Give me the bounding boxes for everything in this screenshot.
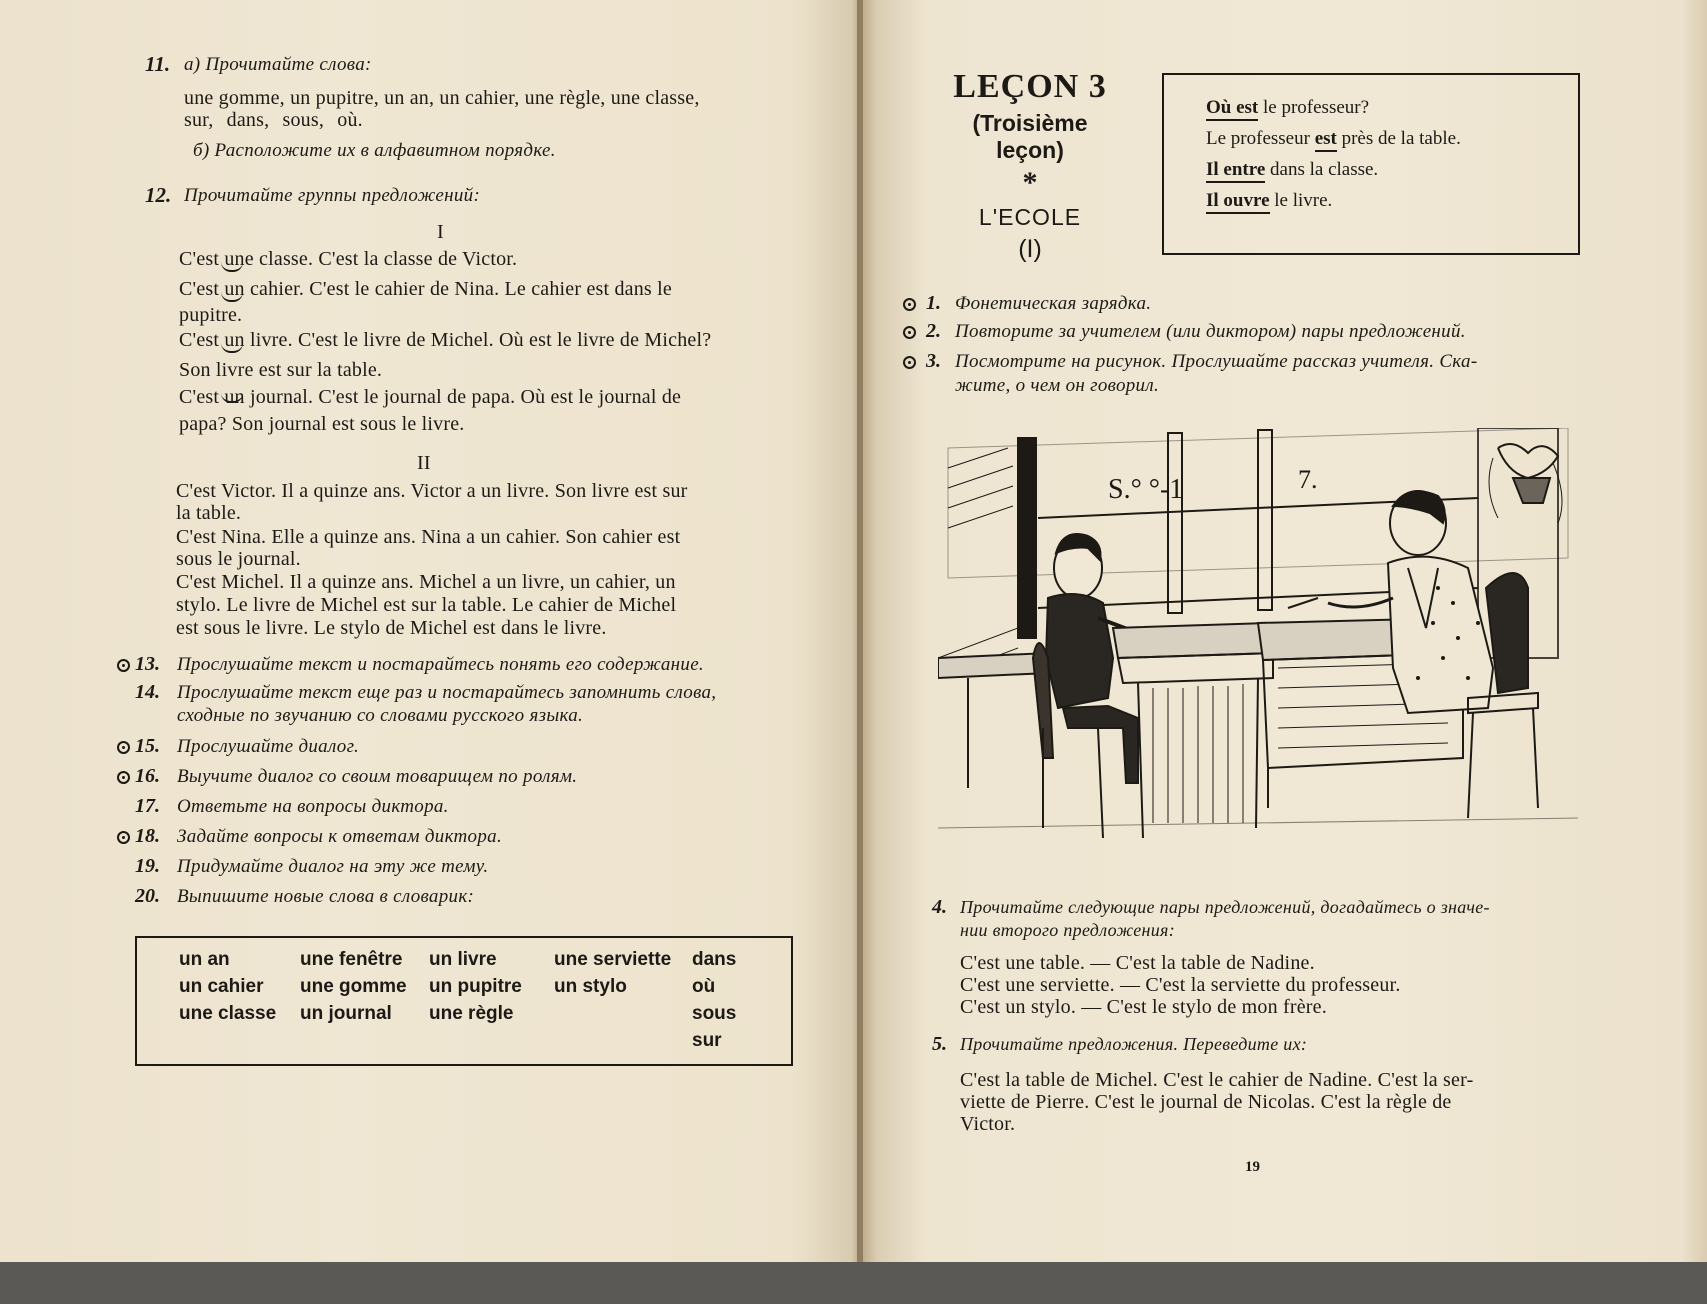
sentence-line: viette de Pierre. C'est le journal de Nicolas. C'est la règle de xyxy=(960,1091,1452,1113)
svg-text:S.° °-1: S.° °-1 xyxy=(1108,474,1184,505)
vocab-word: un an xyxy=(179,949,230,970)
grammar-highlight: Où est xyxy=(1206,97,1258,121)
sentence-line: C'est un cahier. C'est le cahier de Nina. Le cahier est dans le xyxy=(179,278,672,300)
vocab-word: un stylo xyxy=(554,976,627,997)
sentence-line: Victor. xyxy=(960,1113,1016,1135)
vocab-column xyxy=(554,946,671,1000)
sentence-line: C'est un journal. C'est le journal de papa. Où est le journal de xyxy=(179,386,682,408)
grammar-line xyxy=(1206,128,1461,150)
classroom-illustration xyxy=(938,428,1578,848)
exercise-instruction: Прочитайте предложения. Переведите их: xyxy=(960,1034,1308,1054)
sentence-line: stylo. Le livre de Michel est sur la table. Le cahier de Michel xyxy=(176,594,677,616)
lesson-title: LEÇON 3 xyxy=(953,68,1107,105)
lesson-part: (I) xyxy=(1018,235,1042,263)
grammar-line xyxy=(1206,159,1378,181)
vocab-column xyxy=(429,946,522,1027)
vocab-word: une règle xyxy=(429,1003,514,1024)
scanner-bottom-bar xyxy=(0,1262,1707,1304)
exercise-instruction: Придумайте диалог на эту же тему. xyxy=(177,856,489,877)
vocab-word: un cahier xyxy=(179,976,264,997)
sentence-line: papa? Son journal est sous le livre. xyxy=(179,413,465,435)
exercise-instruction: Прочитайте следующие пары предложений, догадайтесь о значе- xyxy=(960,897,1490,917)
exercise-number: 2. xyxy=(926,320,941,342)
exercise-number: 11. xyxy=(145,52,171,76)
grammar-highlight: Il entre xyxy=(1206,159,1265,183)
exercise-number: 17. xyxy=(135,795,160,817)
exercise-instruction: Задайте вопросы к ответам диктора. xyxy=(177,826,503,847)
sentence-line: C'est une table. — C'est la table de Nadine. xyxy=(960,952,1315,974)
vocab-word: sur xyxy=(692,1030,722,1051)
exercise-instruction: Прослушайте текст еще раз и постарайтесь запомнить слова, xyxy=(177,682,717,703)
vocab-column xyxy=(692,946,736,1054)
grammar-text: le livre. xyxy=(1269,190,1333,211)
audio-icon xyxy=(117,771,130,784)
exercise-instruction: сходные по звучанию со словами русского языка. xyxy=(177,705,584,726)
grammar-text: près de la table. xyxy=(1336,128,1461,149)
exercise-instruction: Выучите диалог со своим товарищем по ролям. xyxy=(177,766,578,787)
vocab-word: un journal xyxy=(300,1003,392,1024)
sentence-line: C'est la table de Michel. C'est le cahier de Nadine. C'est la ser- xyxy=(960,1069,1474,1091)
vocab-column xyxy=(300,946,407,1027)
grammar-highlight: est xyxy=(1315,128,1337,152)
exercise-number: 18. xyxy=(135,825,160,847)
exercise-instruction: Повторите за учителем (или диктором) пары предложений. xyxy=(955,321,1466,342)
page-number: 19 xyxy=(1245,1159,1260,1175)
vocab-word: une classe xyxy=(179,1003,277,1024)
sentence-line: C'est Victor. Il a quinze ans. Victor a un livre. Son livre est sur xyxy=(176,480,688,502)
vocab-word: un livre xyxy=(429,949,497,970)
vocabulary-box xyxy=(135,936,793,1066)
vocab-word: une gomme xyxy=(300,976,407,997)
sentence-line: la table. xyxy=(176,502,242,524)
star-icon: * xyxy=(1022,166,1038,199)
group-roman-numeral: II xyxy=(417,452,431,474)
exercise-number: 12. xyxy=(145,183,172,207)
exercise-instruction: жите, о чем он говорил. xyxy=(955,375,1159,396)
exercise-number: 19. xyxy=(135,855,160,877)
audio-icon xyxy=(903,356,916,369)
vocab-word: une fenêtre xyxy=(300,949,403,970)
exercise-number: 5. xyxy=(932,1033,947,1055)
grammar-highlight: Il ouvre xyxy=(1206,190,1270,214)
exercise-number: 4. xyxy=(932,896,947,918)
sentence-line: est sous le livre. Le stylo de Michel est dans le livre. xyxy=(176,617,607,639)
exercise-instruction: б) Расположите их в алфавитном порядке. xyxy=(193,140,556,161)
exercise-instruction: Посмотрите на рисунок. Прослушайте рассказ учителя. Ска- xyxy=(955,351,1478,372)
grammar-box xyxy=(1162,73,1580,255)
sentence-line: sous le journal. xyxy=(176,548,301,570)
grammar-text: le professeur? xyxy=(1258,97,1370,118)
exercise-instruction: а) Прочитайте слова: xyxy=(184,54,372,75)
word-list-line: sur, dans, sous, où. xyxy=(184,109,363,131)
exercise-number: 1. xyxy=(926,292,941,314)
grammar-text: Le professeur xyxy=(1206,128,1315,149)
vocab-word: sous xyxy=(692,1003,737,1024)
lesson-topic: L'ECOLE xyxy=(978,204,1082,230)
lesson-subtitle: (Troisième leçon) xyxy=(972,110,1088,163)
book-gutter xyxy=(857,0,863,1262)
vocab-word: une serviette xyxy=(554,949,672,970)
exercise-instruction: Прочитайте группы предложений: xyxy=(184,185,481,206)
audio-icon xyxy=(117,831,130,844)
exercise-instruction: нии второго предложения: xyxy=(960,920,1176,940)
sentence-line: C'est un livre. C'est le livre de Michel. Où est le livre de Michel? xyxy=(179,329,712,351)
exercise-number: 3. xyxy=(926,350,941,372)
exercise-instruction: Прослушайте диалог. xyxy=(177,736,360,757)
exercise-number: 14. xyxy=(135,681,160,703)
vocab-word: dans xyxy=(692,949,737,970)
grammar-text: dans la classe. xyxy=(1265,159,1379,180)
audio-icon xyxy=(903,298,916,311)
exercise-number: 13. xyxy=(135,653,160,675)
lesson-heading xyxy=(940,68,1120,264)
sentence-line: C'est Nina. Elle a quinze ans. Nina a un cahier. Son cahier est xyxy=(176,526,681,548)
grammar-line xyxy=(1206,190,1332,212)
sentence-line: C'est un stylo. — C'est le stylo de mon frère. xyxy=(960,996,1327,1018)
vocab-word: où xyxy=(692,976,716,997)
vocab-word: un pupitre xyxy=(429,976,522,997)
sentence-line: C'est une serviette. — C'est la serviette du professeur. xyxy=(960,974,1401,996)
exercise-instruction: Фонетическая зарядка. xyxy=(955,293,1152,314)
audio-icon xyxy=(117,659,130,672)
exercise-instruction: Ответьте на вопросы диктора. xyxy=(177,796,449,817)
audio-icon xyxy=(117,741,130,754)
exercise-number: 20. xyxy=(135,885,160,907)
exercise-instruction: Прослушайте текст и постарайтесь понять его содержание. xyxy=(177,654,704,675)
sentence-line: Son livre est sur la table. xyxy=(179,359,383,381)
exercise-number: 15. xyxy=(135,735,160,757)
audio-icon xyxy=(903,326,916,339)
sentence-line: C'est une classe. C'est la classe de Victor. xyxy=(179,248,518,270)
exercise-number: 16. xyxy=(135,765,160,787)
exercise-instruction: Выпишите новые слова в словарик: xyxy=(177,886,475,907)
svg-text:7.: 7. xyxy=(1298,465,1318,494)
vocab-column xyxy=(179,946,276,1027)
group-roman-numeral: I xyxy=(437,221,444,243)
sentence-line: pupitre. xyxy=(179,304,243,326)
word-list-line: une gomme, un pupitre, un an, un cahier, une règle, une classe, xyxy=(184,87,700,109)
grammar-line xyxy=(1206,97,1369,119)
sentence-line: C'est Michel. Il a quinze ans. Michel a un livre, un cahier, un xyxy=(176,571,676,593)
